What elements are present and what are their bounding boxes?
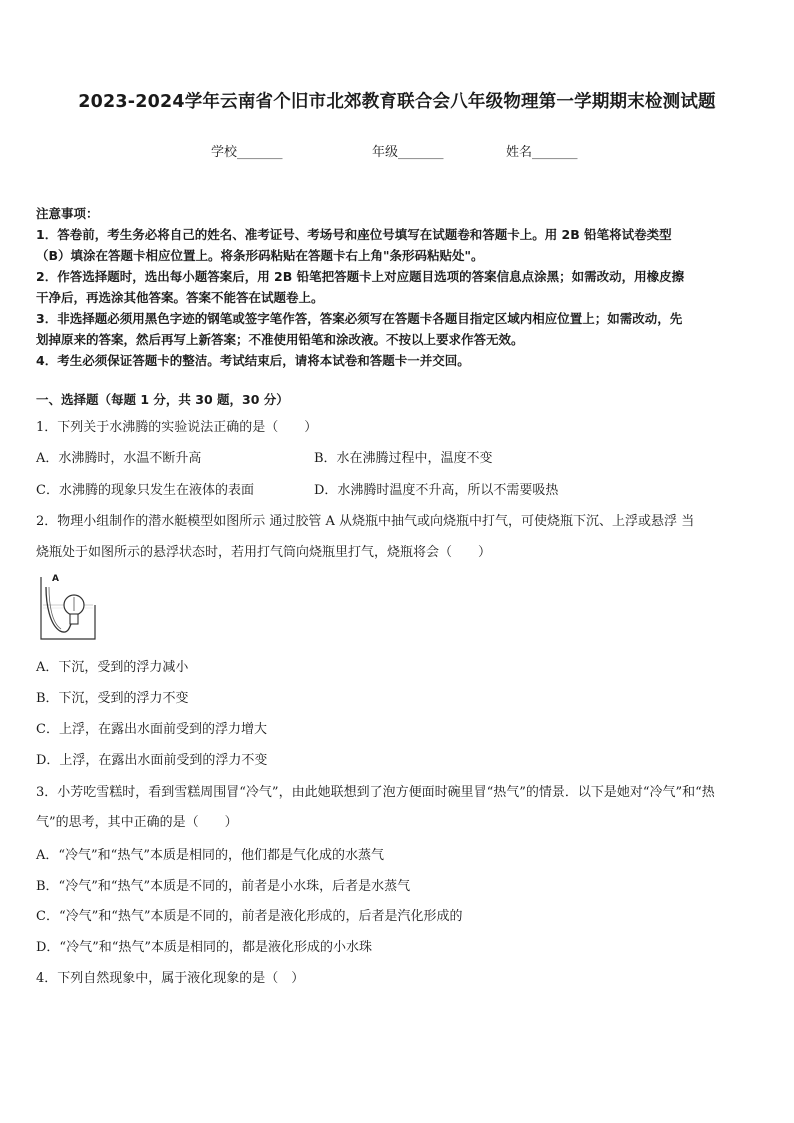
q2-option-a[interactable]: A．下沉，受到的浮力减小	[36, 660, 189, 675]
q2-option-b[interactable]: B．下沉，受到的浮力不变	[36, 691, 189, 706]
notes-line: 1．答卷前，考生务必将自己的姓名、准考证号、考场号和座位号填写在试题卷和答题卡上。用 2B 铅笔将试卷类型	[36, 227, 672, 242]
submarine-model-figure	[40, 575, 96, 641]
notes-line: 2．作答选择题时，选出每小题答案后，用 2B 铅笔把答题卡上对应题目选项的答案信息点涂黑；如需改动，用橡皮擦	[36, 269, 685, 284]
flask-diagram-icon	[40, 575, 96, 641]
question-3-stem-line-1: 3．小芳吃雪糕时，看到雪糕周围冒“冷气”，由此她联想到了泡方便面时碗里冒“热气”的情景．以下是她对“冷气”和“热	[36, 785, 715, 800]
section-heading: 一、选择题（每题 1 分，共 30 题，30 分）	[36, 392, 289, 407]
question-2-stem-line-1: 2．物理小组制作的潜水艇模型如图所示 通过胶管 A 从烧瓶中抽气或向烧瓶中打气，可使烧瓶下沉、上浮或悬浮 当	[36, 514, 695, 529]
question-3-stem-line-2: 气”的思考，其中正确的是（ ）	[36, 815, 238, 830]
notes-line: 4．考生必须保证答题卡的整洁。考试结束后，请将本试卷和答题卡一并交回。	[36, 353, 470, 368]
student-info-row	[0, 141, 794, 161]
question-1-stem: 1．下列关于水沸腾的实验说法正确的是（ ）	[36, 420, 318, 435]
q3-option-d[interactable]: D．“冷气”和“热气”本质是相同的，都是液化形成的小水珠	[36, 940, 373, 955]
exam-title: 2023-2024学年云南省个旧市北郊教育联合会八年级物理第一学期期末检测试题	[78, 92, 716, 112]
grade-field[interactable]: 年级_______	[372, 145, 444, 160]
q1-option-d[interactable]: D．水沸腾时温度不升高，所以不需要吸热	[314, 483, 559, 498]
q1-option-b[interactable]: B．水在沸腾过程中，温度不变	[314, 451, 493, 466]
notes-heading: 注意事项：	[36, 206, 99, 221]
question-2-stem-line-2: 烧瓶处于如图所示的悬浮状态时，若用打气筒向烧瓶里打气，烧瓶将会（ ）	[36, 545, 492, 560]
q2-option-d[interactable]: D．上浮，在露出水面前受到的浮力不变	[36, 753, 268, 768]
q3-option-b[interactable]: B．“冷气”和“热气”本质是不同的，前者是小水珠，后者是水蒸气	[36, 879, 411, 894]
q3-option-c[interactable]: C．“冷气”和“热气”本质是不同的，前者是液化形成的，后者是汽化形成的	[36, 909, 463, 924]
notes-line: （B）填涂在答题卡相应位置上。将条形码粘贴在答题卡右上角"条形码粘贴处"。	[36, 248, 484, 263]
question-4-stem: 4．下列自然现象中，属于液化现象的是（ ）	[36, 971, 305, 986]
q3-option-a[interactable]: A．“冷气”和“热气”本质是相同的，他们都是气化成的水蒸气	[36, 848, 384, 863]
q2-option-c[interactable]: C．上浮，在露出水面前受到的浮力增大	[36, 722, 267, 737]
q1-option-c[interactable]: C．水沸腾的现象只发生在液体的表面	[36, 483, 254, 498]
notes-line: 干净后，再选涂其他答案。答案不能答在试题卷上。	[36, 290, 324, 305]
tube-label: A	[52, 574, 59, 584]
notes-line: 划掉原来的答案，然后再写上新答案；不准使用铅笔和涂改液。不按以上要求作答无效。	[36, 332, 524, 347]
notes-line: 3．非选择题必须用黑色字迹的钢笔或签字笔作答，答案必须写在答题卡各题目指定区域内相应位置上；如需改动，先	[36, 311, 683, 326]
school-field[interactable]: 学校_______	[211, 145, 283, 160]
q1-option-a[interactable]: A．水沸腾时，水温不断升高	[36, 451, 202, 466]
name-field[interactable]: 姓名_______	[506, 145, 578, 160]
